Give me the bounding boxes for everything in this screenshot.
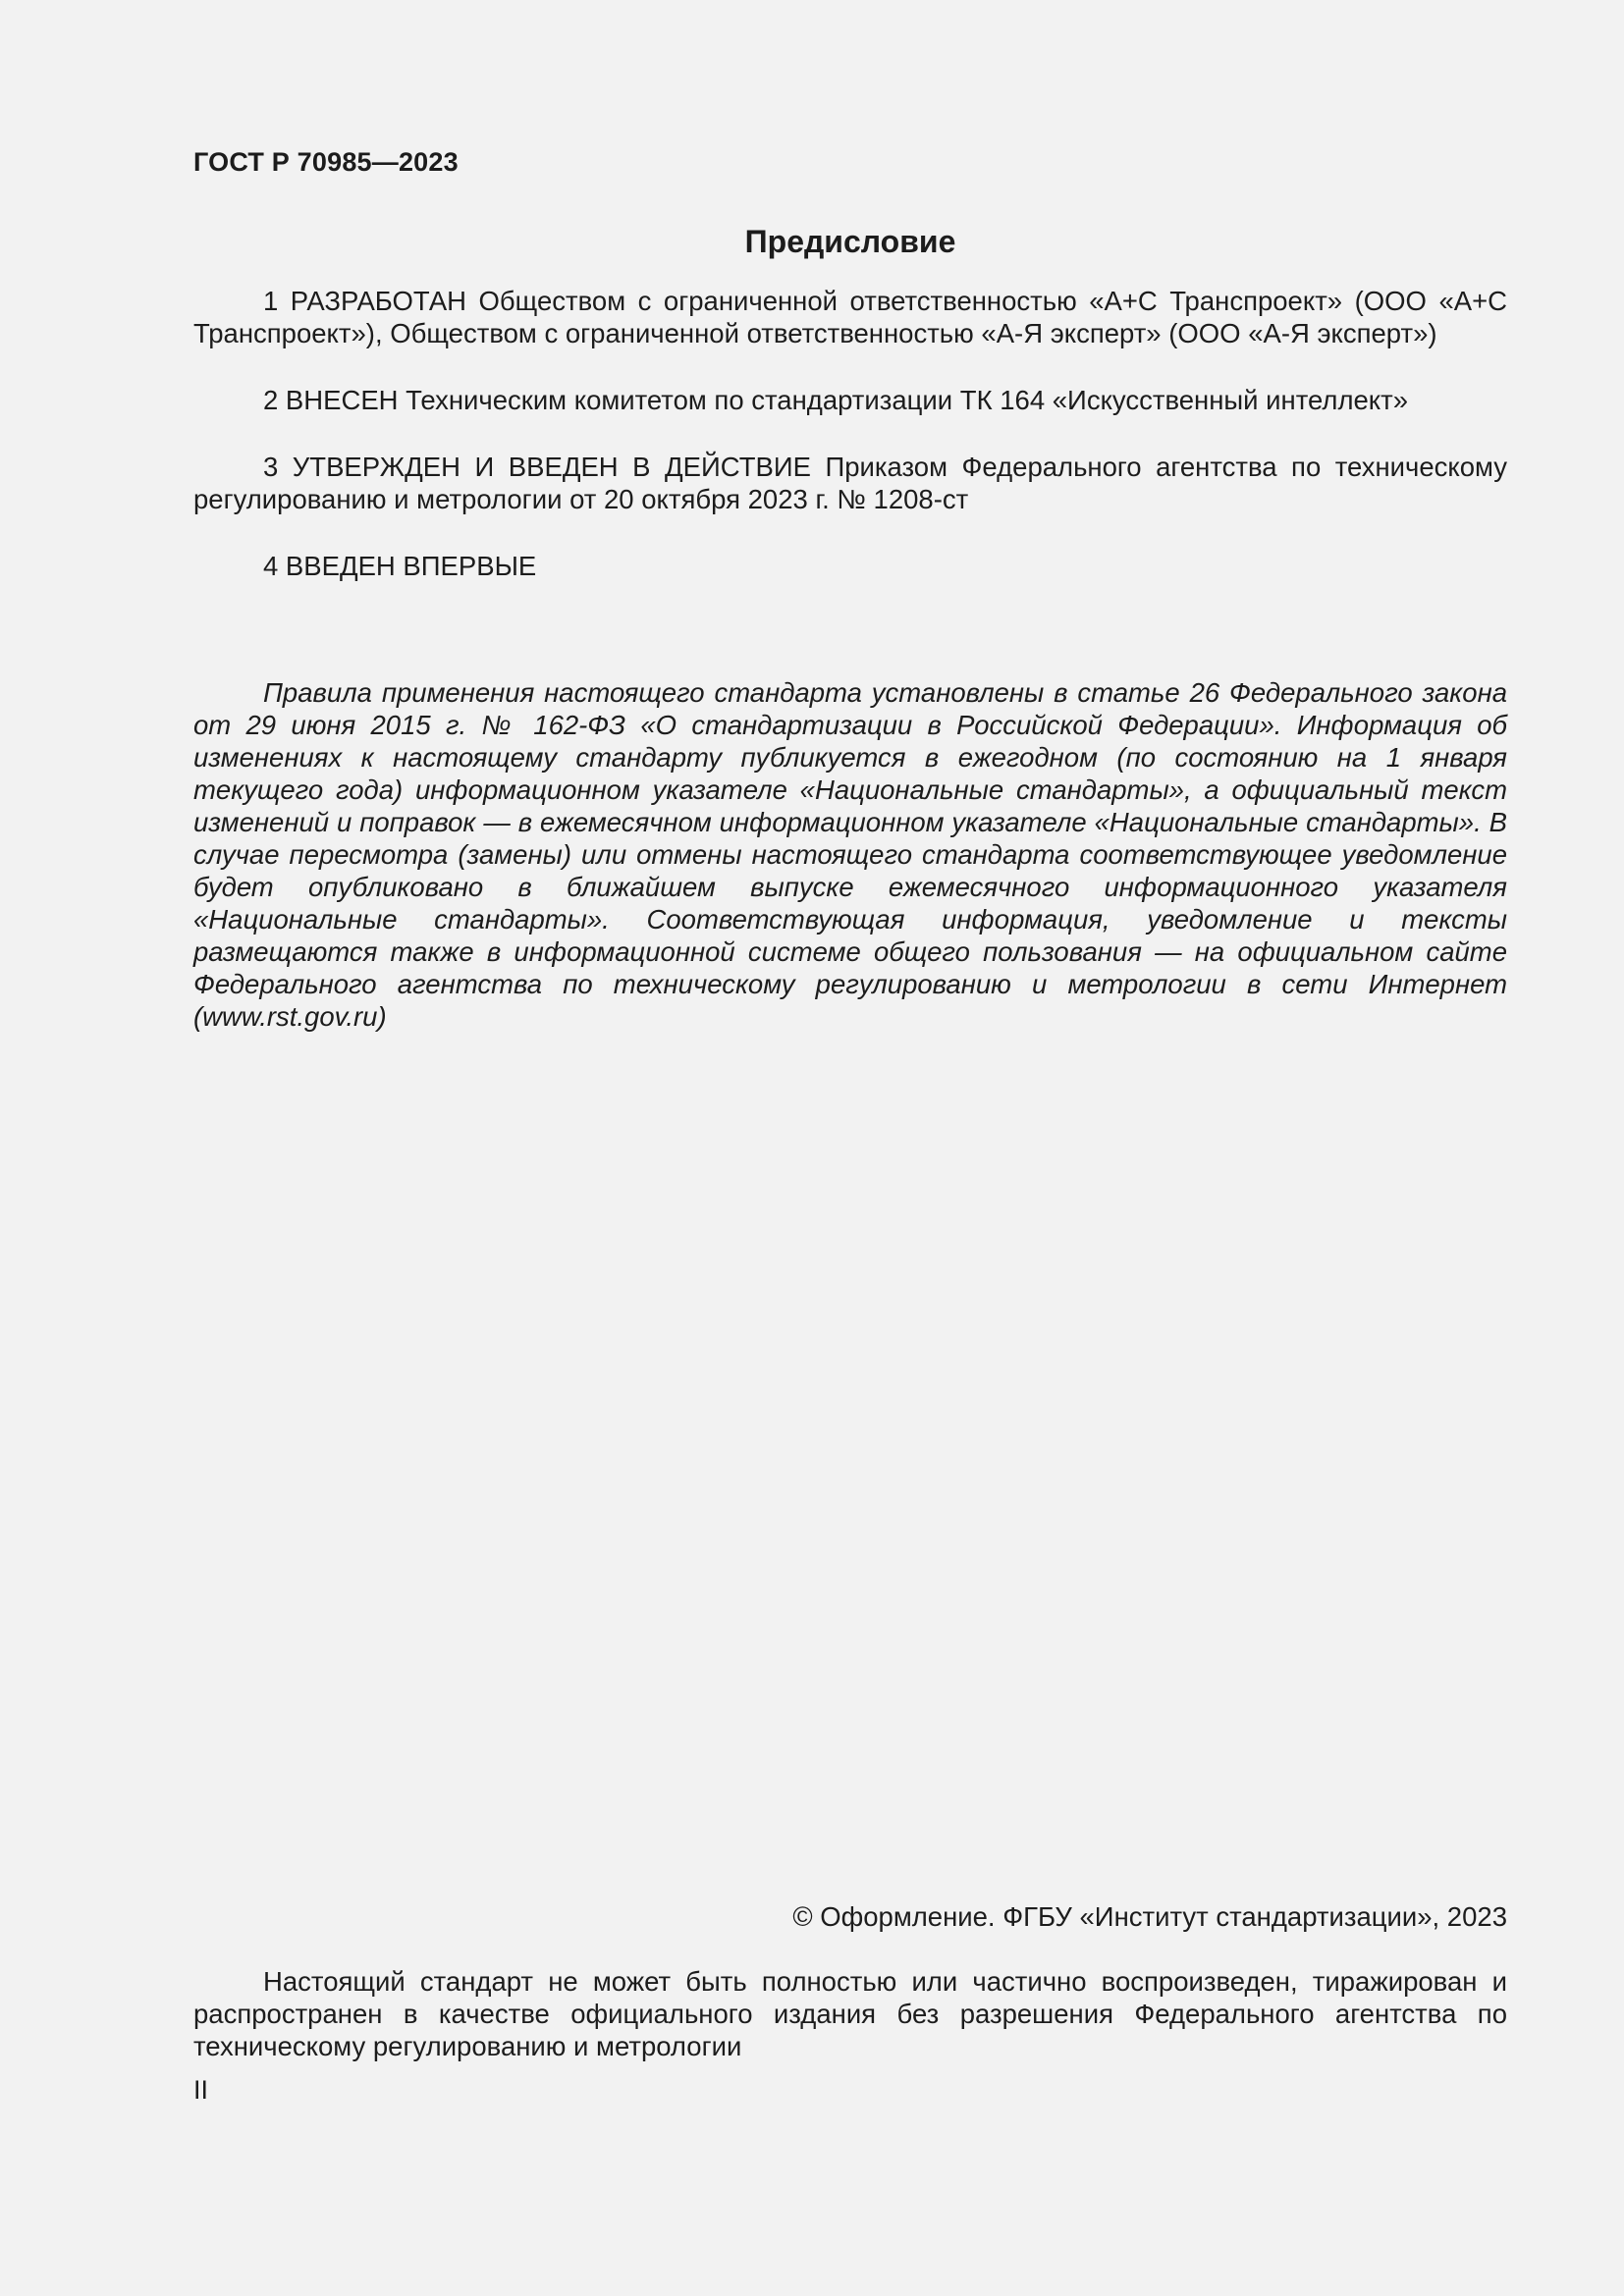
copyright-notice: © Оформление. ФГБУ «Институт стандартизации», 2023 xyxy=(792,1901,1507,1932)
foreword-item-2: 2 ВНЕСЕН Техническим комитетом по стандартизации ТК 164 «Искусственный интеллект» xyxy=(263,385,1409,415)
page-number: II xyxy=(193,2075,209,2105)
application-rules-notice: Правила применения настоящего стандарта установлены в статье 26 Федерального закона от 29 июня 2015 г. № 162-ФЗ «О стандартизации в Российской Федерации». Информация об изменениях к настоящему стандарту публикуется в ежегодном (по состоянию на 1 января текущего года) информационном указателе «Национальные стандарты», а официальный текст изменений и поправок — в ежемесячном информационном указателе «Национальные стандарты». В случае пересмотра (замены) или отмены настоящего стандарта соответствующее уведомление будет опубликовано в ближайшем выпуске ежемесячного информационного указателя «Национальные стандарты». Соответствующая информация, уведомление и тексты размещаются также в информационной системе общего пользования — на официальном сайте Федерального агентства по техническому регулированию и метрологии в сети Интернет (www.rst.gov.ru) xyxy=(193,677,1507,1032)
reproduction-restriction: Настоящий стандарт не может быть полностью или частично воспроизведен, тиражирован и распространен в качестве официального издания без разрешения Федерального агентства по техническому регулированию и метрологии xyxy=(193,1966,1507,2061)
foreword-item-1: 1 РАЗРАБОТАН Обществом с ограниченной ответственностью «А+С Транспроект» (ООО «А+С Транспроект»), Обществом с ограниченной ответственностью «А-Я эксперт» (ООО «А-Я эксперт») xyxy=(193,286,1507,348)
foreword-items xyxy=(193,285,1507,616)
section-title: Предисловие xyxy=(744,224,956,259)
standard-designation: ГОСТ Р 70985—2023 xyxy=(193,147,459,177)
foreword-item-3: 3 УТВЕРЖДЕН И ВВЕДЕН В ДЕЙСТВИЕ Приказом Федерального агентства по техническому регулированию и метрологии от 20 октября 2023 г. № 1208-ст xyxy=(193,452,1507,514)
foreword-item-4: 4 ВВЕДЕН ВПЕРВЫЕ xyxy=(263,551,537,581)
